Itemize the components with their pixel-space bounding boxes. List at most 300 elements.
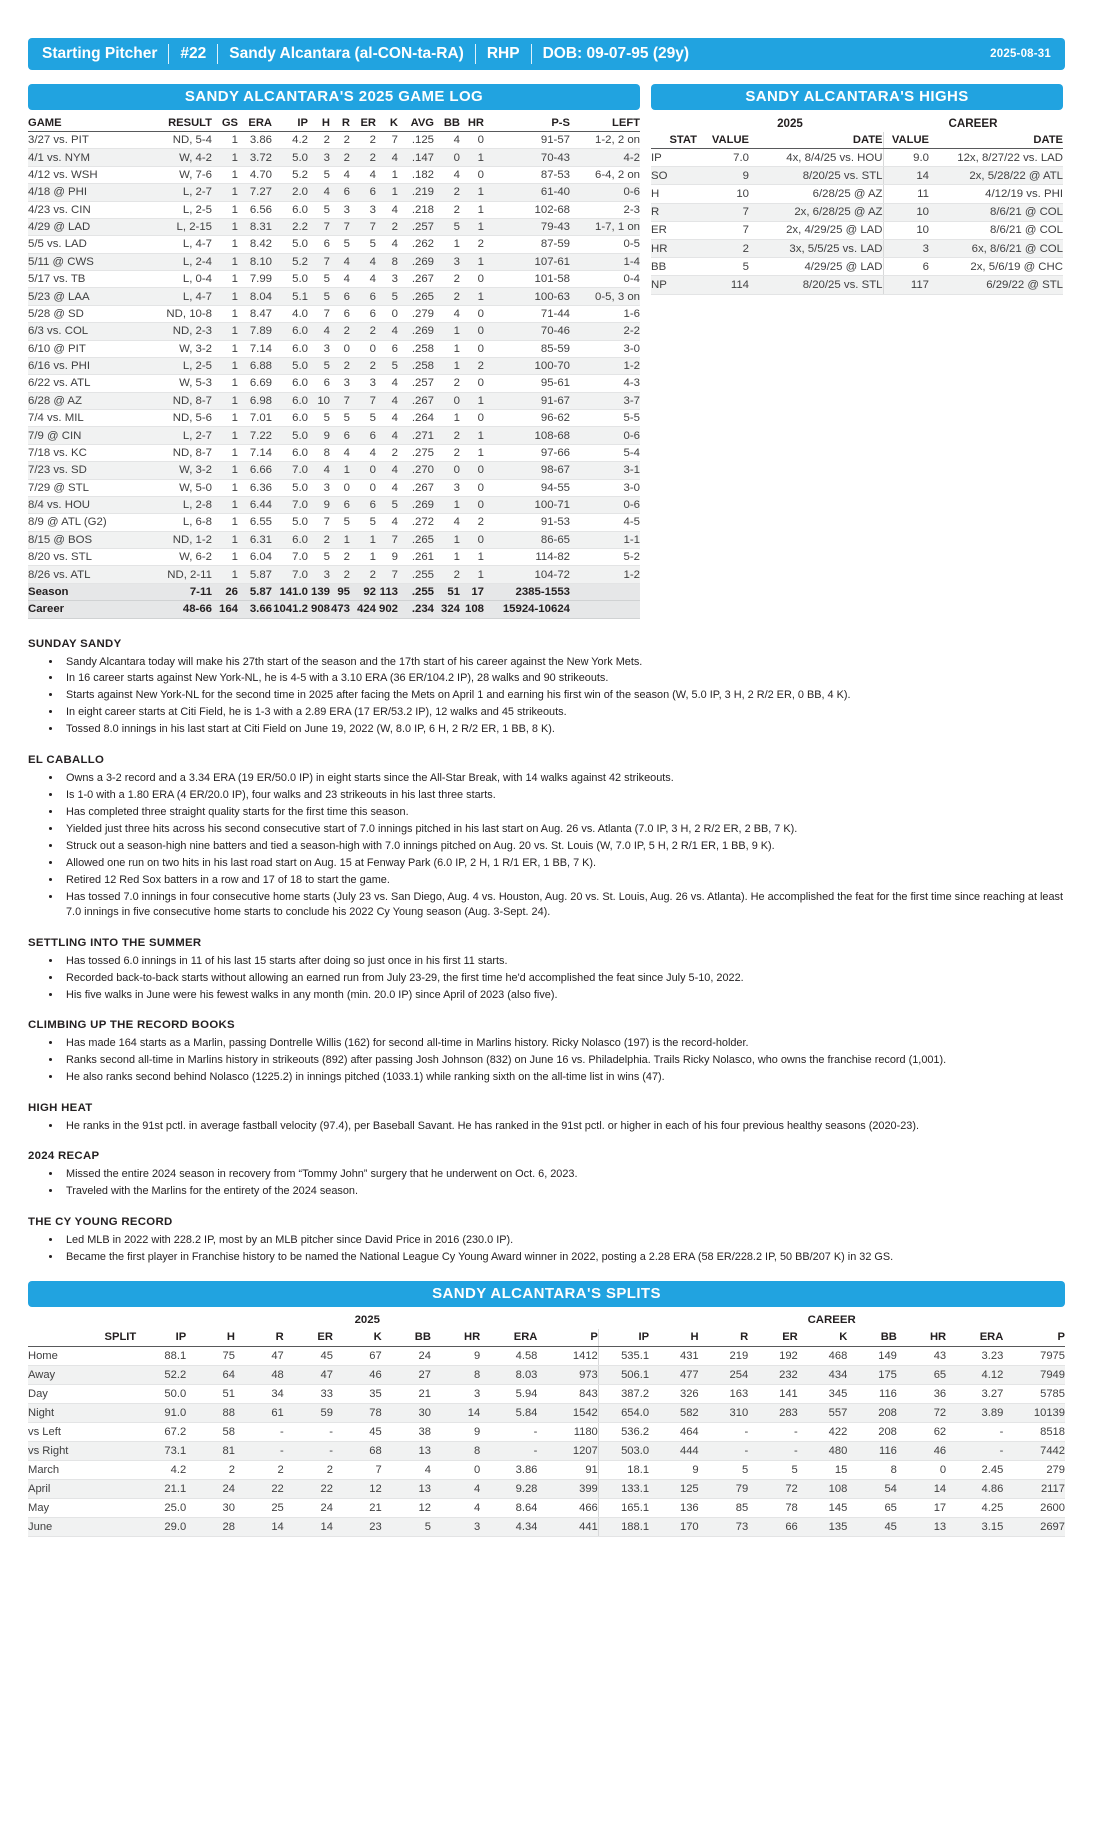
cell-left: 3-0 bbox=[570, 479, 640, 496]
highs-group-blank bbox=[651, 115, 697, 132]
note-bullet: • Retired 12 Red Sox batters in a row and 17 of 18 to start the game. bbox=[62, 873, 1065, 888]
cell-ip: 5.0 bbox=[272, 479, 308, 496]
game-log-row bbox=[28, 236, 640, 253]
cell-gs: 1 bbox=[212, 236, 238, 253]
cell-split-value: 5785 bbox=[1003, 1385, 1065, 1404]
note-bullet: • Missed the entire 2024 season in recovery from “Tommy John” surgery that he underwent on Oct. 6, 2023. bbox=[62, 1167, 1065, 1182]
cell-ip: 4.2 bbox=[272, 132, 308, 149]
highs-group-career: CAREER bbox=[948, 117, 998, 130]
cell-bb: 2 bbox=[434, 184, 460, 201]
cell-era: 7.22 bbox=[238, 427, 272, 444]
cell-result: W, 5-3 bbox=[150, 375, 212, 392]
cell-hr: 2 bbox=[460, 514, 484, 531]
cell-er: 2 bbox=[350, 132, 376, 149]
game-log-header-row bbox=[28, 115, 640, 132]
top-tables-row bbox=[28, 84, 1065, 619]
cell-hr: 0 bbox=[460, 462, 484, 479]
cell-split-value: 3 bbox=[431, 1518, 480, 1537]
cell-split-value: 9.28 bbox=[480, 1480, 537, 1499]
splits-group-blank bbox=[28, 1312, 136, 1329]
cell-avg: .265 bbox=[398, 288, 434, 305]
banner-divider bbox=[475, 44, 476, 64]
highs-title: SANDY ALCANTARA'S HIGHS bbox=[651, 84, 1063, 110]
cell-er: 2 bbox=[350, 566, 376, 583]
cell-h: 6 bbox=[308, 375, 330, 392]
cell-result: ND, 10-8 bbox=[150, 305, 212, 322]
cell-split-value: 163 bbox=[699, 1385, 749, 1404]
cell-split-value: 192 bbox=[748, 1347, 798, 1366]
cell-k: 4 bbox=[376, 514, 398, 531]
cell-hr: 1 bbox=[460, 288, 484, 305]
cell-value-2025: 10 bbox=[697, 185, 749, 203]
banner-divider bbox=[217, 44, 218, 64]
cell-ip: 7.0 bbox=[272, 462, 308, 479]
cell-split-value: 9 bbox=[431, 1347, 480, 1366]
cell-ip: 5.0 bbox=[272, 236, 308, 253]
cell-result: W, 5-0 bbox=[150, 479, 212, 496]
cell-r: 7 bbox=[330, 392, 350, 409]
cell-game: 7/9 @ CIN bbox=[28, 427, 150, 444]
note-bullet-list bbox=[28, 1119, 1065, 1134]
cell-split-value: 535.1 bbox=[598, 1347, 649, 1366]
cell-value-2025: 5 bbox=[697, 258, 749, 276]
cell-split-value: 59 bbox=[284, 1404, 333, 1423]
splits-row bbox=[28, 1518, 1065, 1537]
cell-split-value: 582 bbox=[649, 1404, 699, 1423]
total-cell-era: 5.87 bbox=[238, 583, 272, 600]
game-log-total-row bbox=[28, 583, 640, 600]
cell-avg: .269 bbox=[398, 253, 434, 270]
cell-left: 0-6 bbox=[570, 496, 640, 513]
highs-group-2025: 2025 bbox=[777, 117, 803, 130]
cell-split-value: 310 bbox=[699, 1404, 749, 1423]
cell-h: 10 bbox=[308, 392, 330, 409]
cell-game: 6/10 @ PIT bbox=[28, 340, 150, 357]
player-number: #22 bbox=[180, 45, 207, 62]
cell-bb: 1 bbox=[434, 549, 460, 566]
cell-split-label: April bbox=[28, 1480, 136, 1499]
splits-col-split-0: SPLIT bbox=[28, 1329, 136, 1347]
cell-split-value: 8.03 bbox=[480, 1366, 537, 1385]
cell-gs: 1 bbox=[212, 132, 238, 149]
cell-left: 4-2 bbox=[570, 149, 640, 166]
highs-row bbox=[651, 239, 1063, 257]
cell-split-value: 4.25 bbox=[946, 1499, 1003, 1518]
cell-gs: 1 bbox=[212, 496, 238, 513]
cell-r: 6 bbox=[330, 427, 350, 444]
splits-row bbox=[28, 1385, 1065, 1404]
cell-h: 8 bbox=[308, 444, 330, 461]
cell-gs: 1 bbox=[212, 410, 238, 427]
cell-era: 8.47 bbox=[238, 305, 272, 322]
note-heading: 2024 RECAP bbox=[28, 1150, 100, 1163]
cell-split-value: 4.2 bbox=[136, 1461, 186, 1480]
cell-stat: IP bbox=[651, 149, 697, 167]
cell-era: 3.86 bbox=[238, 132, 272, 149]
cell-left: 4-3 bbox=[570, 375, 640, 392]
cell-split-value: 21 bbox=[382, 1385, 431, 1404]
cell-k: 4 bbox=[376, 392, 398, 409]
cell-split-value: 7949 bbox=[1003, 1366, 1065, 1385]
total-cell-bb: 324 bbox=[434, 601, 460, 618]
splits-col-hr-16: HR bbox=[897, 1329, 946, 1347]
cell-h: 7 bbox=[308, 514, 330, 531]
cell-split-value: 30 bbox=[186, 1499, 235, 1518]
cell-left: 0-5, 3 on bbox=[570, 288, 640, 305]
cell-result: ND, 2-3 bbox=[150, 323, 212, 340]
total-cell-gs: 26 bbox=[212, 583, 238, 600]
cell-split-value: 38 bbox=[382, 1423, 431, 1442]
cell-er: 0 bbox=[350, 479, 376, 496]
cell-split-value: 24 bbox=[284, 1499, 333, 1518]
cell-game: 7/18 vs. KC bbox=[28, 444, 150, 461]
cell-value-career: 11 bbox=[883, 185, 929, 203]
cell-k: 8 bbox=[376, 253, 398, 270]
cell-value-2025: 9 bbox=[697, 167, 749, 185]
cell-split-value: 480 bbox=[798, 1442, 848, 1461]
cell-result: W, 3-2 bbox=[150, 340, 212, 357]
cell-split-value: 557 bbox=[798, 1404, 848, 1423]
cell-split-value: 21 bbox=[333, 1499, 382, 1518]
cell-r: 4 bbox=[330, 444, 350, 461]
cell-avg: .147 bbox=[398, 149, 434, 166]
note-bullet-list bbox=[28, 655, 1065, 738]
game-log-total-row bbox=[28, 601, 640, 618]
cell-split-value: 43 bbox=[897, 1347, 946, 1366]
cell-h: 5 bbox=[308, 271, 330, 288]
cell-split-value: 25.0 bbox=[136, 1499, 186, 1518]
cell-split-value: 4 bbox=[382, 1461, 431, 1480]
cell-k: 6 bbox=[376, 340, 398, 357]
cell-game: 7/4 vs. MIL bbox=[28, 410, 150, 427]
cell-split-value: 78 bbox=[748, 1499, 798, 1518]
cell-split-value: 434 bbox=[798, 1366, 848, 1385]
total-cell-r: 473 bbox=[330, 601, 350, 618]
cell-era: 8.31 bbox=[238, 218, 272, 235]
splits-col-p-9: P bbox=[537, 1329, 598, 1347]
total-cell-game: Season bbox=[28, 583, 150, 600]
cell-era: 3.72 bbox=[238, 149, 272, 166]
cell-split-value: 536.2 bbox=[598, 1423, 649, 1442]
cell-h: 6 bbox=[308, 236, 330, 253]
cell-r: 6 bbox=[330, 288, 350, 305]
cell-k: 4 bbox=[376, 410, 398, 427]
cell-hr: 0 bbox=[460, 410, 484, 427]
cell-er: 4 bbox=[350, 166, 376, 183]
cell-avg: .264 bbox=[398, 410, 434, 427]
cell-bb: 3 bbox=[434, 253, 460, 270]
cell-value-2025: 7 bbox=[697, 221, 749, 239]
cell-split-value: 8518 bbox=[1003, 1423, 1065, 1442]
note-bullet: • Sandy Alcantara today will make his 27th start of the season and the 17th start of his career against the New York Mets. bbox=[62, 655, 1065, 670]
splits-col-er-13: ER bbox=[748, 1329, 798, 1347]
cell-hr: 0 bbox=[460, 479, 484, 496]
cell-left: 6-4, 2 on bbox=[570, 166, 640, 183]
cell-split-value: 4.58 bbox=[480, 1347, 537, 1366]
cell-result: L, 2-5 bbox=[150, 201, 212, 218]
cell-game: 7/23 vs. SD bbox=[28, 462, 150, 479]
cell-split-value: 46 bbox=[333, 1366, 382, 1385]
total-cell-era: 3.66 bbox=[238, 601, 272, 618]
note-heading: SETTLING INTO THE SUMMER bbox=[28, 936, 202, 949]
cell-gs: 1 bbox=[212, 166, 238, 183]
player-role: Starting Pitcher bbox=[42, 45, 158, 62]
cell-gs: 1 bbox=[212, 305, 238, 322]
cell-date-career: 6x, 8/6/21 @ COL bbox=[929, 239, 1063, 257]
cell-er: 5 bbox=[350, 410, 376, 427]
player-stat-sheet bbox=[0, 38, 1093, 1838]
game-log-row bbox=[28, 149, 640, 166]
note-bullet: • Owns a 3-2 record and a 3.34 ERA (19 ER/50.0 IP) in eight starts since the All-Star Break, with 14 walks against 42 strikeouts. bbox=[62, 771, 1065, 786]
cell-era: 6.31 bbox=[238, 531, 272, 548]
cell-split-value: 477 bbox=[649, 1366, 699, 1385]
cell-game: 6/3 vs. COL bbox=[28, 323, 150, 340]
cell-avg: .218 bbox=[398, 201, 434, 218]
cell-split-value: 62 bbox=[897, 1423, 946, 1442]
cell-ps: 91-67 bbox=[484, 392, 570, 409]
cell-k: 2 bbox=[376, 444, 398, 461]
cell-split-value: 9 bbox=[431, 1423, 480, 1442]
cell-bb: 0 bbox=[434, 149, 460, 166]
cell-ip: 5.0 bbox=[272, 357, 308, 374]
cell-ps: 94-55 bbox=[484, 479, 570, 496]
cell-h: 7 bbox=[308, 253, 330, 270]
game-log-row bbox=[28, 496, 640, 513]
cell-gs: 1 bbox=[212, 271, 238, 288]
note-bullet: • Is 1-0 with a 1.80 ERA (4 ER/20.0 IP), four walks and 23 strikeouts in his last three starts. bbox=[62, 788, 1065, 803]
game-log-row bbox=[28, 531, 640, 548]
cell-split-value: 2600 bbox=[1003, 1499, 1065, 1518]
cell-k: 5 bbox=[376, 288, 398, 305]
cell-avg: .262 bbox=[398, 236, 434, 253]
splits-col-ip-1: IP bbox=[136, 1329, 186, 1347]
cell-hr: 1 bbox=[460, 184, 484, 201]
cell-avg: .267 bbox=[398, 271, 434, 288]
cell-value-2025: 114 bbox=[697, 276, 749, 294]
cell-split-value: 24 bbox=[186, 1480, 235, 1499]
cell-split-value: 3.27 bbox=[946, 1385, 1003, 1404]
cell-date-2025: 4x, 8/4/25 vs. HOU bbox=[749, 149, 883, 167]
cell-split-value: 35 bbox=[333, 1385, 382, 1404]
splits-col-era-17: ERA bbox=[946, 1329, 1003, 1347]
cell-ps: 104-72 bbox=[484, 566, 570, 583]
cell-h: 2 bbox=[308, 132, 330, 149]
cell-split-value: 466 bbox=[537, 1499, 598, 1518]
cell-split-value: 12 bbox=[333, 1480, 382, 1499]
cell-k: 4 bbox=[376, 375, 398, 392]
note-heading: THE CY YOUNG RECORD bbox=[28, 1215, 173, 1228]
cell-ip: 5.0 bbox=[272, 271, 308, 288]
cell-split-value: 133.1 bbox=[598, 1480, 649, 1499]
cell-r: 1 bbox=[330, 462, 350, 479]
note-bullet: • Has tossed 6.0 innings in 11 of his last 15 starts after doing so just once in his first 11 starts. bbox=[62, 954, 1065, 969]
cell-hr: 1 bbox=[460, 218, 484, 235]
player-dob: DOB: 09-07-95 (29y) bbox=[542, 45, 690, 62]
cell-era: 5.87 bbox=[238, 566, 272, 583]
cell-ps: 85-59 bbox=[484, 340, 570, 357]
cell-r: 3 bbox=[330, 201, 350, 218]
cell-split-value: 387.2 bbox=[598, 1385, 649, 1404]
cell-split-value: 73.1 bbox=[136, 1442, 186, 1461]
cell-split-value: 135 bbox=[798, 1518, 848, 1537]
cell-split-value: 67 bbox=[333, 1347, 382, 1366]
cell-r: 5 bbox=[330, 236, 350, 253]
cell-game: 5/23 @ LAA bbox=[28, 288, 150, 305]
total-cell-hr: 108 bbox=[460, 601, 484, 618]
cell-split-value: 4.12 bbox=[946, 1366, 1003, 1385]
note-bullet: • Starts against New York-NL for the second time in 2025 after facing the Mets on April 1 and earning his first win of the season (W, 5.0 IP, 3 H, 2 R/2 ER, 0 BB, 4 K). bbox=[62, 688, 1065, 703]
cell-game: 7/29 @ STL bbox=[28, 479, 150, 496]
cell-split-value: 51 bbox=[186, 1385, 235, 1404]
cell-value-career: 10 bbox=[883, 203, 929, 221]
cell-split-value: 12 bbox=[382, 1499, 431, 1518]
banner-divider bbox=[168, 44, 169, 64]
col-avg: AVG bbox=[398, 115, 434, 132]
cell-game: 4/29 @ LAD bbox=[28, 218, 150, 235]
game-log-row bbox=[28, 357, 640, 374]
cell-left: 3-7 bbox=[570, 392, 640, 409]
cell-split-label: Away bbox=[28, 1366, 136, 1385]
note-bullet: • Became the first player in Franchise history to be named the National League Cy Young Award winner in 2022, posting a 2.28 ERA (58 ER/228.2 IP, 50 BB/207 K) in 32 GS. bbox=[62, 1250, 1065, 1265]
cell-bb: 1 bbox=[434, 357, 460, 374]
cell-ip: 6.0 bbox=[272, 201, 308, 218]
cell-split-value: 116 bbox=[847, 1442, 897, 1461]
cell-bb: 1 bbox=[434, 531, 460, 548]
cell-split-value: 165.1 bbox=[598, 1499, 649, 1518]
cell-split-value: 136 bbox=[649, 1499, 699, 1518]
cell-split-value: 33 bbox=[284, 1385, 333, 1404]
game-log-row bbox=[28, 392, 640, 409]
total-cell-left bbox=[570, 583, 640, 600]
cell-value-2025: 2 bbox=[697, 239, 749, 257]
cell-left: 1-2, 2 on bbox=[570, 132, 640, 149]
cell-split-value: 464 bbox=[649, 1423, 699, 1442]
cell-gs: 1 bbox=[212, 357, 238, 374]
cell-ps: 86-65 bbox=[484, 531, 570, 548]
cell-split-value: 2 bbox=[284, 1461, 333, 1480]
col-hr: HR bbox=[460, 115, 484, 132]
cell-r: 2 bbox=[330, 566, 350, 583]
cell-split-value: 503.0 bbox=[598, 1442, 649, 1461]
cell-split-value: 4.34 bbox=[480, 1518, 537, 1537]
cell-split-value: 50.0 bbox=[136, 1385, 186, 1404]
cell-stat: HR bbox=[651, 239, 697, 257]
cell-ip: 6.0 bbox=[272, 392, 308, 409]
splits-section bbox=[28, 1281, 1065, 1537]
note-heading: CLIMBING UP THE RECORD BOOKS bbox=[28, 1019, 235, 1032]
note-bullet: • Has made 164 starts as a Marlin, passing Dontrelle Willis (162) for second all-time in Marlins history. Ricky Nolasco (197) is the record-holder. bbox=[62, 1036, 1065, 1051]
cell-split-value: 13 bbox=[382, 1442, 431, 1461]
cell-h: 3 bbox=[308, 149, 330, 166]
total-cell-er: 424 bbox=[350, 601, 376, 618]
col-h: H bbox=[308, 115, 330, 132]
cell-avg: .269 bbox=[398, 323, 434, 340]
cell-split-value: 46 bbox=[897, 1442, 946, 1461]
cell-ip: 6.0 bbox=[272, 340, 308, 357]
cell-h: 3 bbox=[308, 479, 330, 496]
cell-bb: 2 bbox=[434, 566, 460, 583]
cell-avg: .267 bbox=[398, 479, 434, 496]
cell-k: 7 bbox=[376, 132, 398, 149]
cell-split-value: 208 bbox=[847, 1423, 897, 1442]
cell-result: L, 4-7 bbox=[150, 288, 212, 305]
cell-ps: 98-67 bbox=[484, 462, 570, 479]
cell-game: 5/17 vs. TB bbox=[28, 271, 150, 288]
cell-h: 4 bbox=[308, 323, 330, 340]
cell-split-value: 2697 bbox=[1003, 1518, 1065, 1537]
total-cell-bb: 51 bbox=[434, 583, 460, 600]
cell-result: L, 0-4 bbox=[150, 271, 212, 288]
splits-row bbox=[28, 1423, 1065, 1442]
cell-split-value: 5 bbox=[699, 1461, 749, 1480]
cell-gs: 1 bbox=[212, 427, 238, 444]
cell-ps: 100-63 bbox=[484, 288, 570, 305]
game-log-title: SANDY ALCANTARA'S 2025 GAME LOG bbox=[28, 84, 640, 110]
total-cell-hr: 17 bbox=[460, 583, 484, 600]
cell-game: 6/28 @ AZ bbox=[28, 392, 150, 409]
cell-split-value: 24 bbox=[382, 1347, 431, 1366]
cell-r: 6 bbox=[330, 496, 350, 513]
total-cell-h: 139 bbox=[308, 583, 330, 600]
total-cell-k: 113 bbox=[376, 583, 398, 600]
cell-er: 4 bbox=[350, 271, 376, 288]
cell-split-value: 14 bbox=[284, 1518, 333, 1537]
cell-split-value: 10139 bbox=[1003, 1404, 1065, 1423]
cell-bb: 1 bbox=[434, 236, 460, 253]
cell-game: 3/27 vs. PIT bbox=[28, 132, 150, 149]
cell-split-value: 9 bbox=[649, 1461, 699, 1480]
cell-h: 5 bbox=[308, 288, 330, 305]
highs-row bbox=[651, 221, 1063, 239]
note-bullet: • Struck out a season-high nine batters and tied a season-high with 7.0 innings pitched on Aug. 20 vs. St. Louis (W, 7.0 IP, 5 H, 2 R/1 ER, 1 BB, 9 K). bbox=[62, 839, 1065, 854]
cell-bb: 1 bbox=[434, 496, 460, 513]
cell-ip: 7.0 bbox=[272, 496, 308, 513]
cell-split-value: 85 bbox=[699, 1499, 749, 1518]
cell-k: 1 bbox=[376, 184, 398, 201]
cell-split-value: 4.86 bbox=[946, 1480, 1003, 1499]
cell-split-value: 441 bbox=[537, 1518, 598, 1537]
cell-split-value: 79 bbox=[699, 1480, 749, 1499]
cell-era: 6.04 bbox=[238, 549, 272, 566]
cell-hr: 0 bbox=[460, 166, 484, 183]
cell-avg: .125 bbox=[398, 132, 434, 149]
cell-split-value: 279 bbox=[1003, 1461, 1065, 1480]
cell-k: 4 bbox=[376, 427, 398, 444]
cell-split-value: - bbox=[946, 1442, 1003, 1461]
highs-row bbox=[651, 258, 1063, 276]
game-log-row bbox=[28, 410, 640, 427]
cell-h: 3 bbox=[308, 340, 330, 357]
cell-left: 0-4 bbox=[570, 271, 640, 288]
cell-r: 4 bbox=[330, 166, 350, 183]
cell-era: 7.14 bbox=[238, 340, 272, 357]
cell-gs: 1 bbox=[212, 444, 238, 461]
cell-split-value: 5.94 bbox=[480, 1385, 537, 1404]
cell-split-value: 3.86 bbox=[480, 1461, 537, 1480]
splits-col-k-14: K bbox=[798, 1329, 848, 1347]
cell-split-value: 5 bbox=[382, 1518, 431, 1537]
cell-h: 5 bbox=[308, 357, 330, 374]
cell-split-value: 3.23 bbox=[946, 1347, 1003, 1366]
cell-value-career: 10 bbox=[883, 221, 929, 239]
cell-hr: 0 bbox=[460, 375, 484, 392]
cell-er: 1 bbox=[350, 531, 376, 548]
cell-result: W, 6-2 bbox=[150, 549, 212, 566]
cell-era: 7.01 bbox=[238, 410, 272, 427]
highs-body bbox=[651, 149, 1063, 295]
cell-split-value: 15 bbox=[798, 1461, 848, 1480]
note-bullet: • In eight career starts at Citi Field, he is 1-3 with a 2.89 ERA (17 ER/53.2 IP), 12 walks and 45 strikeouts. bbox=[62, 705, 1065, 720]
